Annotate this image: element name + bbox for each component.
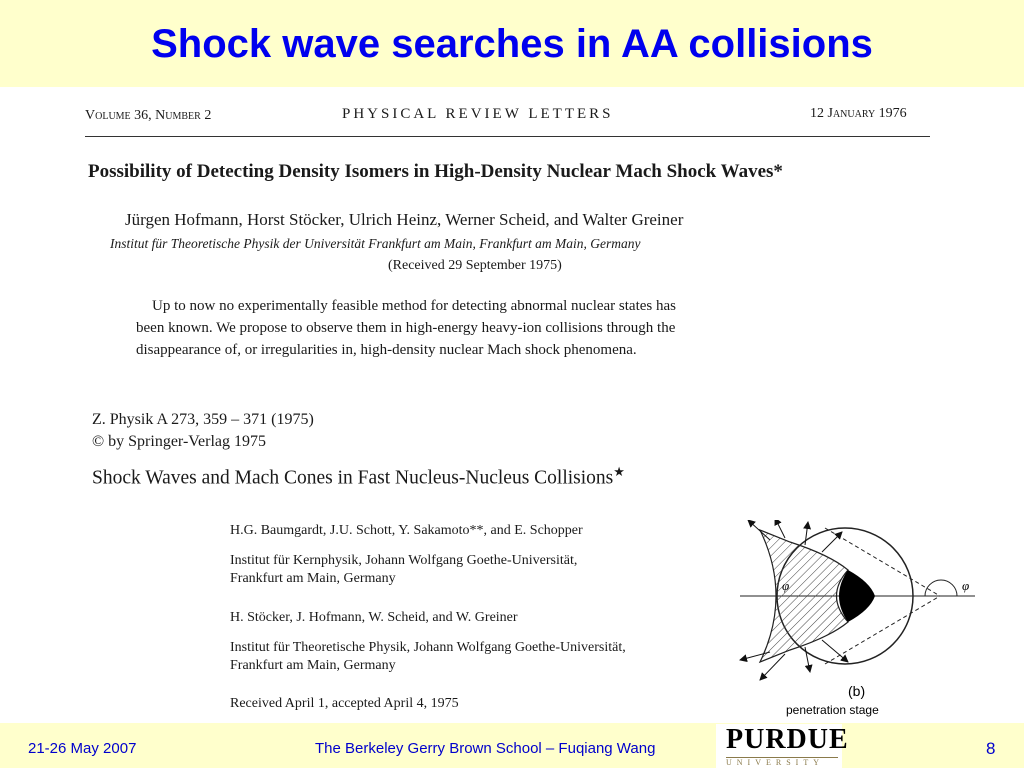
- paper2-institute-1-line1: Institut für Kernphysik, Johann Wolfgang Goethe-Universität,: [230, 553, 578, 568]
- journal-volume: Volume 36, Number 2: [85, 108, 212, 123]
- paper1-received: (Received 29 September 1975): [388, 258, 562, 273]
- paper2-authors-2: H. Stöcker, J. Hofmann, W. Scheid, and W. Greiner: [230, 610, 518, 625]
- footer-presenter: The Berkeley Gerry Brown School – Fuqiang Wang: [315, 740, 656, 757]
- slide-title: Shock wave searches in AA collisions: [151, 22, 873, 66]
- paper2-institute-2-line2: Frankfurt am Main, Germany: [230, 658, 396, 673]
- flow-arrow: [748, 520, 770, 540]
- angle-arc: [925, 580, 957, 596]
- paper1-abstract-line: Up to now no experimentally feasible method for detecting abnormal nuclear states has: [152, 298, 676, 314]
- paper2-citation: Z. Physik A 273, 359 – 371 (1975): [92, 411, 314, 428]
- paper1-abstract-line: disappearance of, or irregularities in, high-density nuclear Mach shock phenomena.: [136, 342, 637, 358]
- journal-name: PHYSICAL REVIEW LETTERS: [342, 106, 614, 122]
- paper2-copyright: © by Springer-Verlag 1975: [92, 433, 267, 450]
- paper2-institute-1-line2: Frankfurt am Main, Germany: [230, 571, 396, 586]
- paper2-received: Received April 1, accepted April 4, 1975: [230, 696, 459, 711]
- compressed-region: [839, 570, 875, 622]
- paper2-title: [92, 464, 625, 490]
- mach-cone-figure: [730, 520, 990, 720]
- flow-arrow: [822, 532, 842, 552]
- flow-arrow: [822, 640, 848, 662]
- paper2-title-text: Shock Waves and Mach Cones in Fast Nucleus-Nucleus Collisions: [92, 467, 614, 489]
- paper2-title-mark: ★: [613, 464, 625, 479]
- paper2-authors-1: H.G. Baumgardt, J.U. Schott, Y. Sakamoto**, and E. Schopper: [230, 523, 583, 538]
- paper2-institute-2-line1: Institut für Theoretische Physik, Johann Wolfgang Goethe-Universität,: [230, 640, 626, 655]
- flow-arrow: [805, 647, 810, 672]
- figure-caption: penetration stage: [786, 703, 879, 717]
- purdue-logo-text: PURDUE: [726, 724, 849, 755]
- angle-label-left: φ: [782, 578, 790, 593]
- purdue-logo-subtext: UNIVERSITY: [726, 757, 838, 767]
- paper1-abstract-line: been known. We propose to observe them in high-energy heavy-ion collisions through the: [136, 320, 676, 336]
- journal-date: 12 January 1976: [810, 106, 907, 121]
- journal-rule: [85, 136, 930, 137]
- paper1-institute: Institut für Theoretische Physik der Universität Frankfurt am Main, Frankfurt am Main, Germany: [110, 236, 641, 251]
- footer-date: 21-26 May 2007: [28, 740, 137, 757]
- paper1-title: Possibility of Detecting Density Isomers in High-Density Nuclear Mach Shock Waves*: [88, 161, 783, 182]
- flow-arrow: [775, 520, 785, 538]
- figure-label: (b): [848, 683, 866, 699]
- paper1-authors: Jürgen Hofmann, Horst Stöcker, Ulrich Heinz, Werner Scheid, and Walter Greiner: [125, 210, 684, 229]
- angle-label-right: φ: [962, 578, 970, 593]
- flow-arrow: [805, 522, 808, 545]
- page-number: 8: [986, 739, 996, 758]
